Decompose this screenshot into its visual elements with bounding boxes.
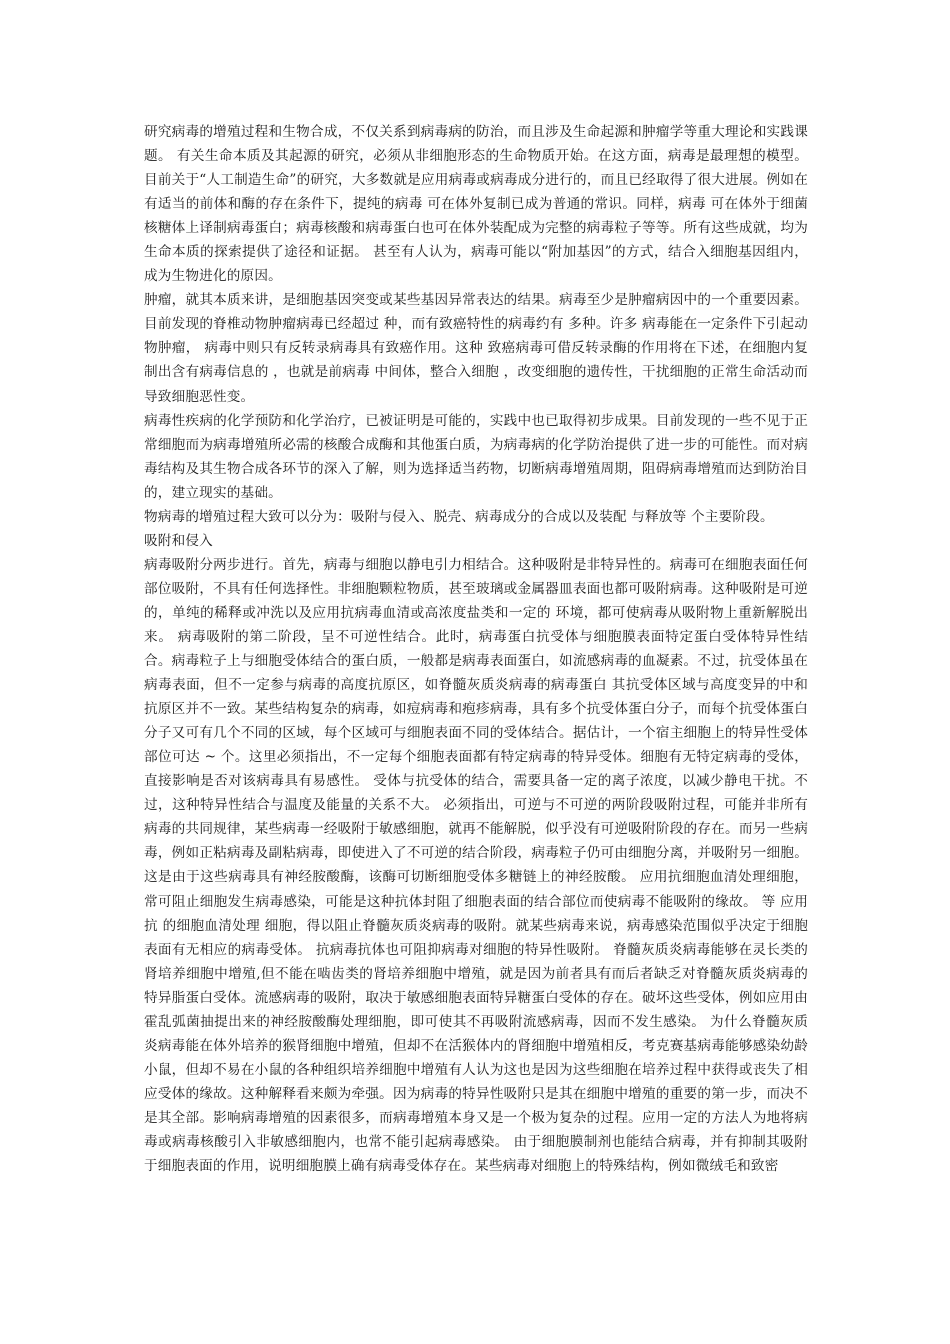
paragraph-tumor: 肿瘤，就其本质来讲，是细胞基因突变或某些基因异常表达的结果。病毒至少是肿瘤病因中的一个重要因素。目前发现的脊椎动物肿瘤病毒已经超过 种，而有致癌特性的病毒约有 多种。许多 病毒能在一定条件下引起动物肿瘤， 病毒中则只有反转录病毒具有致癌作用。这种 致癌病毒可借反转录酶的作用将在下述，在细胞内复制出含有病毒信息的 ，也就是前病毒 中间体，整合入细胞 ，改变细胞的遗传性，干扰细胞的正常生命活动而导致细胞恶性变。 xyxy=(144,292,808,405)
paragraph-research-significance: 研究病毒的增殖过程和生物合成，不仅关系到病毒病的防治，而且涉及生命起源和肿瘤学等重大理论和实践课题。 有关生命本质及其起源的研究，必须从非细胞形态的生命物质开始。在这方面，病毒是最理想的模型。目前关于“人工制造生命”的研究，大多数就是应用病毒或病毒成分进行的，而且已经取得了很大进展。例如在有适当的前体和酶的存在条件下，提纯的病毒 可在体外复制已成为普通的常识。同样，病毒 可在体外于细菌核糖体上译制病毒蛋白；病毒核酸和病毒蛋白也可在体外装配成为完整的病毒粒子等等。所有这些成就，均为生命本质的探索提供了途径和证据。 甚至有人认为，病毒可能以“附加基因”的方式，结合入细胞基因组内，成为生物进化的原因。 xyxy=(144,124,808,285)
section-heading-adsorption: 吸附和侵入 xyxy=(144,532,213,549)
paragraph-chemotherapy: 病毒性疾病的化学预防和化学治疗，已被证明是可能的，实践中也已取得初步成果。目前发现的一些不见于正常细胞而为病毒增殖所必需的核酸合成酶和其他蛋白质，为病毒病的化学防治提供了进一步的可能性。而对病毒结构及其生物合成各环节的深入了解，则为选择适当药物，切断病毒增殖周期，阻碍病毒增殖而达到防治目的，建立现实的基础。 xyxy=(144,412,808,501)
document-body xyxy=(144,120,808,1178)
paragraph-adsorption: 病毒吸附分两步进行。首先，病毒与细胞以静电引力相结合。这种吸附是非特异性的。病毒可在细胞表面任何部位吸附，不具有任何选择性。非细胞颗粒物质，甚至玻璃或金属器皿表面也都可吸附病毒。这种吸附是可逆的，单纯的稀释或冲洗以及应用抗病毒血清或高浓度盐类和一定的 环境，都可使病毒从吸附物上重新解脱出来。 病毒吸附的第二阶段，呈不可逆性结合。此时，病毒蛋白抗受体与细胞膜表面特定蛋白受体特异性结合。病毒粒子上与细胞受体结合的蛋白质，一般都是病毒表面蛋白，如流感病毒的血凝素。不过，抗受体虽在病毒表面，但不一定参与病毒的高度抗原区，如脊髓灰质炎病毒的病毒蛋白 其抗受体区域与高度变异的中和抗原区并不一致。某些结构复杂的病毒，如痘病毒和疱疹病毒，具有多个抗受体蛋白分子，而每个抗受体蛋白分子又可有几个不同的区域，每个区域可与细胞表面不同的受体结合。据估计，一个宿主细胞上的特异性受体部位可达 ~ 个。这里必须指出，不一定每个细胞表面都有特定病毒的特异受体。细胞有无特定病毒的受体，直接影响是否对该病毒具有易感性。 受体与抗受体的结合，需要具备一定的离子浓度，以减少静电干扰。不过，这种特异性结合与温度及能量的关系不大。 必须指出，可逆与不可逆的两阶段吸附过程，可能并非所有病毒的共同规律，某些病毒一经吸附于敏感细胞，就再不能解脱，似乎没有可逆吸附阶段的存在。而另一些病毒，例如正粘病毒及副粘病毒，即使进入了不可逆的结合阶段，病毒粒子仍可由细胞分离，并吸附另一细胞。这是由于这些病毒具有神经胺酸酶，该酶可切断细胞受体多糖链上的神经胺酸。 应用抗细胞血清处理细胞，常可阻止细胞发生病毒感染，可能是这种抗体封阻了细胞表面的结合部位而使病毒不能吸附的缘故。 等 应用抗 的细胞血清处理 细胞，得以阻止脊髓灰质炎病毒的吸附。就某些病毒来说，病毒感染范围似乎决定于细胞表面有无相应的病毒受体。 抗病毒抗体也可阻抑病毒对细胞的特异性吸附。 脊髓灰质炎病毒能够在灵长类的肾培养细胞中增殖,但不能在啮齿类的肾培养细胞中增殖，就是因为前者具有而后者缺乏对脊髓灰质炎病毒的特异脂蛋白受体。流感病毒的吸附，取决于敏感细胞表面特异糖蛋白受体的存在。破坏这些受体，例如应用由霍乱弧菌抽提出来的神经胺酸酶处理细胞，即可使其不再吸附流感病毒，因而不发生感染。 为什么脊髓灰质炎病毒能在体外培养的猴肾细胞中增殖，但却不在活猴体内的肾细胞中增殖相反，考克赛基病毒能够感染幼龄小鼠，但却不易在小鼠的各种组织培养细胞中增殖有人认为这也是因为这些细胞在培养过程中获得或丧失了相应受体的缘故。这种解释看来颇为牵强。因为病毒的特异性吸附只是其在细胞中增殖的重要的第一步，而决不是其全部。影响病毒增殖的因素很多，而病毒增殖本身又是一个极为复杂的过程。应用一定的方法人为地将病毒或病毒核酸引入非敏感细胞内，也常不能引起病毒感染。 由于细胞膜制剂也能结合病毒，并有抑制其吸附于细胞表面的作用，说明细胞膜上确有病毒受体存在。某些病毒对细胞上的特殊结构，例如微绒毛和致密 xyxy=(144,556,808,1175)
paragraph-replication-stages: 物病毒的增殖过程大致可以分为：吸附与侵入、脱壳、病毒成分的合成以及装配 与释放等 个主要阶段。 xyxy=(144,508,774,525)
